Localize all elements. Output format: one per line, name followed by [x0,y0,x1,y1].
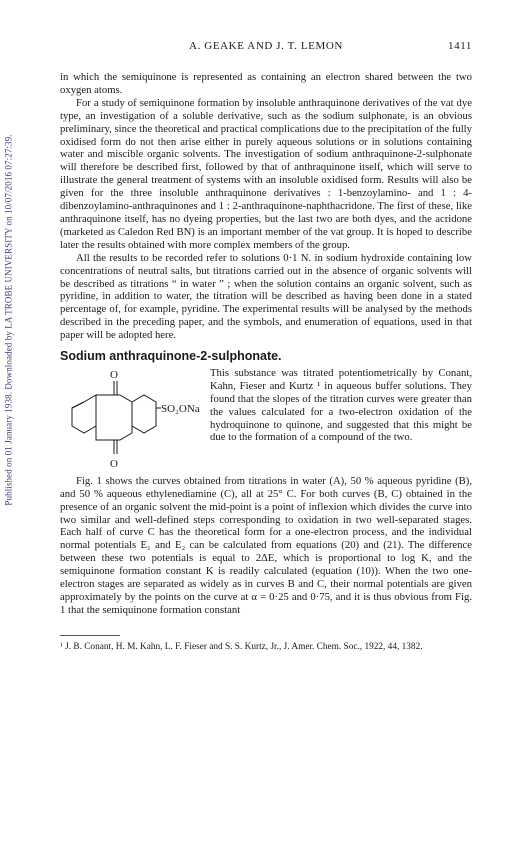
paragraph: For a study of semiquinone formation by insoluble anthraquinone derivatives of the vat dye type, an investigation of a soluble derivative, such as the sodium sulphonate, is an obvious preliminary, since the theoretical and practical complications due to the precipitation of the fully oxidised form do not then arise either in purely aqueous solutions or in solutions containing water and miscible organic solvents. The investigation of sodium anthraquinone-2-sulphonate will therefore be described first, followed by that of anthraquinone itself, which will serve to illustrate the general treatment of systems with an insoluble oxidised form. Results will also be given for the three insoluble anthraquinone derivatives : 1-benzoylamino- and 1 : 4-dibenzoylamino-anthraquinones and 1 : 2-anthraquinone-naphthacridone. The first of these, like anthraquinone itself, has no dyeing properties, but the last two are both dyes, and the acridone (marketed as Caledon Red BN) is an important member of the vat group. It is hoped to describe later the results obtained with more complex members of the group. [60,96,472,251]
right-ring [132,395,156,433]
page-number: 1411 [448,40,472,52]
paragraph: in which the semiquinone is represented as containing an electron shared between the two oxygen atoms. [60,71,472,96]
top-oxygen-label: O [110,368,118,381]
page-header [60,40,472,56]
download-watermark [2,40,16,600]
paragraph: All the results to be recorded refer to solutions 0·1 N. in sodium hydroxide containing low concentrations of neutral salts, but titrations carried out in the absence of organic solvents will be described as titrations “ in water ” ; when the solution contains an organic solvent, such as pyridine, in addition to water, the titration will be described as having been done in a stated percentage of, for example, pyridine. The experimental results will be analysed by the methods described in the preceding paper, and the symbols, and enumeration of equations, used in that paper will be adopted here. [60,251,472,342]
structure-paragraph: This substance was titrated potentiometrically by Conant, Kahn, Fieser and Kurtz ¹ in aqueous buffer solutions. They found that the slopes of the titration curves were greater than the values calculated for a two-electron oxidation of the hydroquinone to quinone, and suggested that this might be due to the formation of a compound of the two. [210,366,472,444]
middle-ring [96,395,132,440]
footnote: ¹ J. B. Conant, H. M. Kahn, L. F. Fieser and S. S. Kurtz, Jr., J. Amer. Chem. Soc., 1922, 44, 1382. [60,641,423,652]
article-body [60,71,472,653]
structure-section [60,367,472,475]
footnote-divider [60,635,120,636]
section-heading: Sodium anthraquinone-2-sulphonate. [60,349,282,364]
paragraph: Fig. 1 shows the curves obtained from titrations in water (A), 50 % aqueous pyridine (B), and 50 % aqueous ethylenediamine (C), all at 25° C. For both curves (B, C) obtained in the presence of an organic solvent the mid-point is a point of inflexion which divides the curve into two similar and well-defined steps corresponding to oxidation in two well-separated stages. Each half of curve C has the theoretical form for a one-electron process, and the individual normal potentials E₁ and E₂ can be calculated from equations (20) and (21). The difference between these two potentials is equal to 2ΔE, which is proportional to log K, and the semiquinone formation constant K is readily calculated (equation (10)). When the two one-electron stages are separated as widely as in curves B and C, their normal potentials are given approximately by the points on the curve at α = 0·25 and 0·75, and it is thus obvious from Fig. 1 that the semiquinone formation constant [60,474,472,616]
running-title: A. GEAKE AND J. T. LEMON [189,40,343,52]
download-notice: Published on 01 January 1938. Downloaded by LA TROBE UNIVERSITY on 10/07/2016 07:27:39. [4,134,14,506]
anthraquinone-sulphonate-structure [60,367,210,471]
left-ring [72,395,96,433]
sulphonate-label: SO₂ONa [161,402,200,415]
bottom-oxygen-label: O [110,457,118,470]
chemical-structure [60,367,210,475]
